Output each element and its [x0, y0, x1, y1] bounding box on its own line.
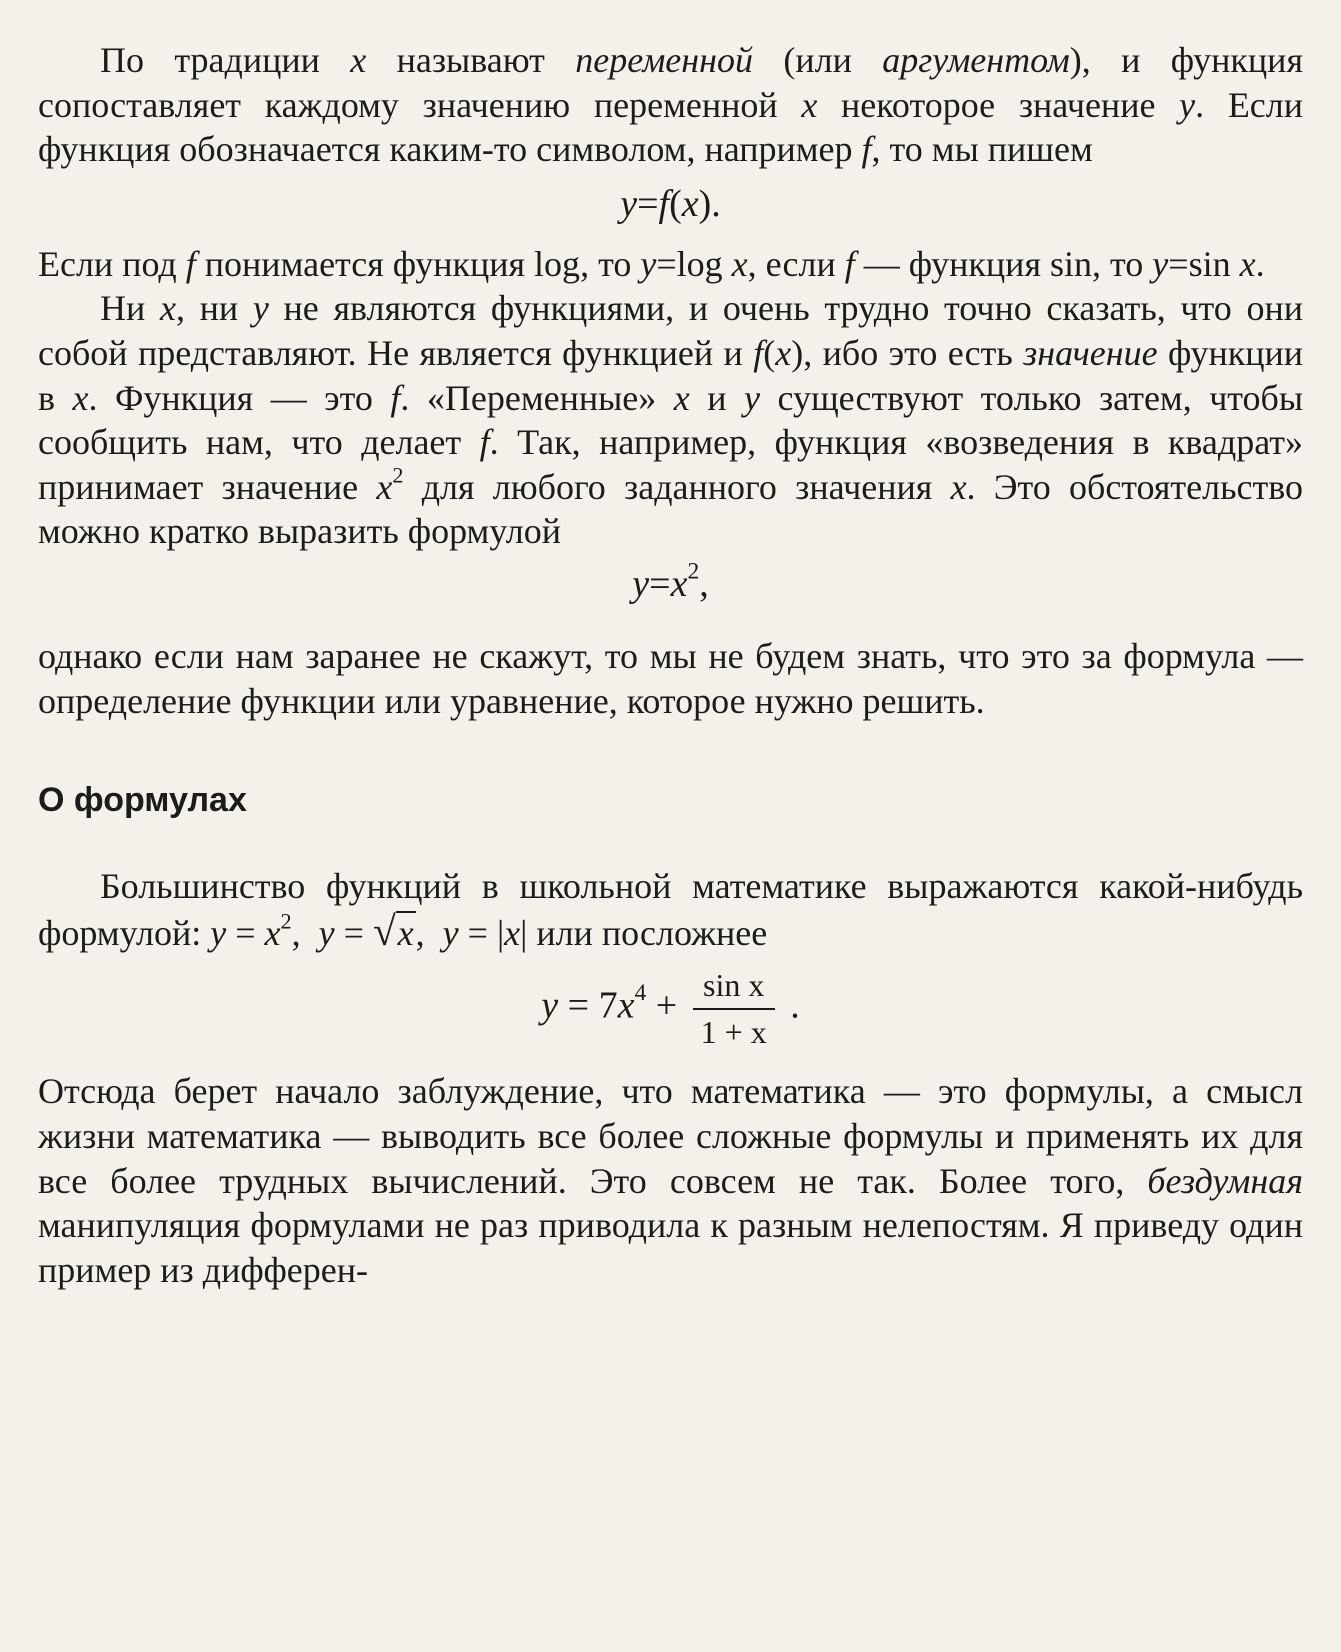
text-run: , то мы пишем — [871, 129, 1093, 170]
math-operator: = — [567, 985, 590, 1028]
math-variable-y: y — [620, 182, 638, 225]
emphasis-text: аргументом — [882, 40, 1070, 80]
math-operator: = — [343, 912, 364, 953]
text-run: Если под — [38, 243, 177, 284]
math-variable-x: x — [775, 332, 792, 373]
text-run: ), и функция сопоставляет каждому значению переменной — [38, 40, 1303, 125]
math-exponent: 2 — [392, 462, 404, 488]
text-run: манипуляция формулами не раз приводила к разным нелепостям. Я приведу один пример из дифферен- — [38, 1205, 1303, 1290]
math-variable-x: x — [950, 466, 967, 507]
math-variable-y: y — [640, 243, 657, 284]
section-heading: О формулах — [38, 781, 247, 820]
math-variable-y: y — [541, 985, 559, 1028]
math-variable-x: x — [673, 377, 690, 418]
fraction-denominator: 1 + x — [700, 1014, 767, 1051]
math-function-log: log — [676, 243, 723, 284]
math-function-f: f — [185, 243, 196, 284]
text-run: понимается функция — [204, 243, 526, 284]
emphasis-text: бездумная — [1147, 1160, 1303, 1201]
math-operator: = — [656, 243, 677, 284]
math-punctuation: , — [699, 562, 709, 605]
math-variable-y: y — [318, 912, 335, 953]
text-run: — функция — [863, 243, 1042, 284]
paragraph-variables-are-not-functions: Ни x, ни y не являются функциями, и очень трудно точно сказать, что они собой представляют. Не является функцией и f(x), ибо это есть значение функции в x. Функция — это f. «Переменные» x и y существуют только затем, чтобы сообщить нам, что делает f. Так, например, функция «возведения в квадрат» принимает значение $x^2$ для любого заданного значения x. Это обстоятельство можно кратко выразить формулой — [38, 288, 1304, 552]
math-function-f: f — [753, 332, 764, 373]
text-run: Большинство функций в школьной математике выражаются какой-нибудь формулой: — [38, 866, 1303, 953]
math-fraction — [693, 967, 775, 1051]
emphasis-text: значение — [1023, 332, 1158, 373]
math-variable-y: y — [743, 377, 760, 418]
absolute-value-bar: | — [496, 912, 505, 953]
fraction-numerator: sin x — [693, 967, 775, 1010]
text-run: , то — [580, 243, 632, 284]
text-run: однако если нам заранее не скажут, то мы не будем знать, что это за формула — определение функции или уравнение, которое нужно решить. — [38, 635, 1303, 721]
math-function-f: f — [479, 422, 490, 463]
math-exponent: 2 — [280, 907, 292, 933]
math-operator: + — [655, 985, 678, 1028]
text-run: По традиции — [100, 40, 320, 80]
math-function-f: f — [861, 129, 872, 170]
math-punctuation: . — [711, 182, 721, 225]
math-function-sin: sin — [1188, 243, 1231, 284]
math-coefficient: 7 — [598, 985, 618, 1028]
text-run: не являются функциями, и очень трудно точно сказать, что они собой представляют. Не является функцией и — [38, 288, 1304, 373]
text-run: , ни — [175, 288, 239, 329]
paragraph-definition-or-equation — [38, 634, 1303, 723]
formula-y-equals-x-squared — [38, 558, 1303, 606]
math-variable-x: x — [376, 466, 393, 507]
math-variable-x: x — [731, 243, 748, 284]
text-run: . Так, например, функция «возведения в квадрат» принимает значение — [38, 422, 1303, 507]
text-run: некоторое значение — [841, 84, 1156, 125]
text-run: , то — [1092, 243, 1144, 284]
math-exponent: 4 — [634, 980, 647, 1007]
formula-y-equals-f-of-x: y=f(x). — [620, 182, 721, 225]
text-run: , если — [747, 243, 836, 284]
text-run: . Функция — это — [88, 377, 373, 418]
math-function-f: f — [658, 182, 670, 225]
math-operator: = — [235, 912, 256, 953]
math-variable-y: y — [1152, 243, 1169, 284]
math-variable-x: x — [617, 985, 635, 1028]
math-function-f: f — [844, 243, 855, 284]
math-variable-y: y — [442, 912, 459, 953]
math-variable-y: y — [210, 912, 227, 953]
math-variable-x: x — [504, 912, 521, 953]
text-run: существуют только затем, чтобы сообщить нам, что делает — [38, 377, 1304, 463]
math-operator: = — [637, 182, 659, 225]
math-variable-x: x — [681, 182, 699, 225]
paragraph-variable-definition — [38, 38, 1303, 172]
math-variable-x: x — [72, 377, 89, 418]
math-variable-x: x — [801, 84, 818, 125]
math-variable-x: x — [1239, 243, 1256, 284]
math-function-sin: sin — [1050, 243, 1093, 284]
paragraph-log-sin-examples: Если под f понимается функция log, то y=log x, если f — функция sin, то y=sin x. — [38, 243, 1265, 284]
text-run: Ни — [100, 288, 146, 329]
text-run: . «Переменные» — [400, 377, 657, 418]
text-run: Отсюда берет начало заблуждение, что математика — это формулы, а смысл жизни математика — выводить все более сложные формулы и применять их для все более трудных вычислений. Это совсем не так. Более того, — [38, 1071, 1303, 1201]
math-function-log: log — [534, 243, 581, 284]
text-run: или посложнее — [536, 912, 768, 953]
text-run: (или — [783, 40, 852, 80]
math-variable-x: x — [264, 912, 281, 953]
text-run: . Это обстоятельство можно кратко выразить формулой — [38, 466, 1303, 552]
math-variable-y: y — [632, 562, 650, 605]
math-variable-x: x — [350, 40, 367, 80]
math-variable-x: x — [159, 288, 176, 329]
math-variable-x: x — [670, 562, 688, 605]
formula-polynomial-plus-fraction — [38, 967, 1303, 1051]
math-function-f: f — [390, 377, 401, 418]
text-run: и — [707, 377, 727, 418]
math-operator: = — [1168, 243, 1189, 284]
math-punctuation: . — [790, 985, 800, 1028]
math-variable-x: x — [397, 912, 414, 953]
paragraph-school-formulas: Большинство функций в школьной математике выражаются какой-нибудь формулой: $y = x^2$, y = √x, y = |x| или посложнее — [38, 866, 1303, 954]
text-run: функции в — [38, 332, 1304, 418]
text-run: . Если функция обозначается каким-то символом, например — [38, 84, 1304, 170]
math-variable-y: y — [1179, 84, 1196, 125]
math-operator: = — [649, 562, 671, 605]
absolute-value-bar: | — [520, 912, 528, 953]
text-run: называют — [396, 40, 545, 80]
emphasis-text: переменной — [575, 40, 753, 80]
math-exponent: 2 — [687, 558, 700, 585]
math-variable-y: y — [252, 288, 269, 329]
text-run: для любого заданного значения — [421, 466, 933, 507]
paragraph-formula-misconception — [38, 1069, 1303, 1292]
math-operator: = — [467, 912, 488, 953]
text-run: , ибо это есть — [803, 332, 1013, 373]
square-root-sign: √ — [372, 907, 396, 954]
